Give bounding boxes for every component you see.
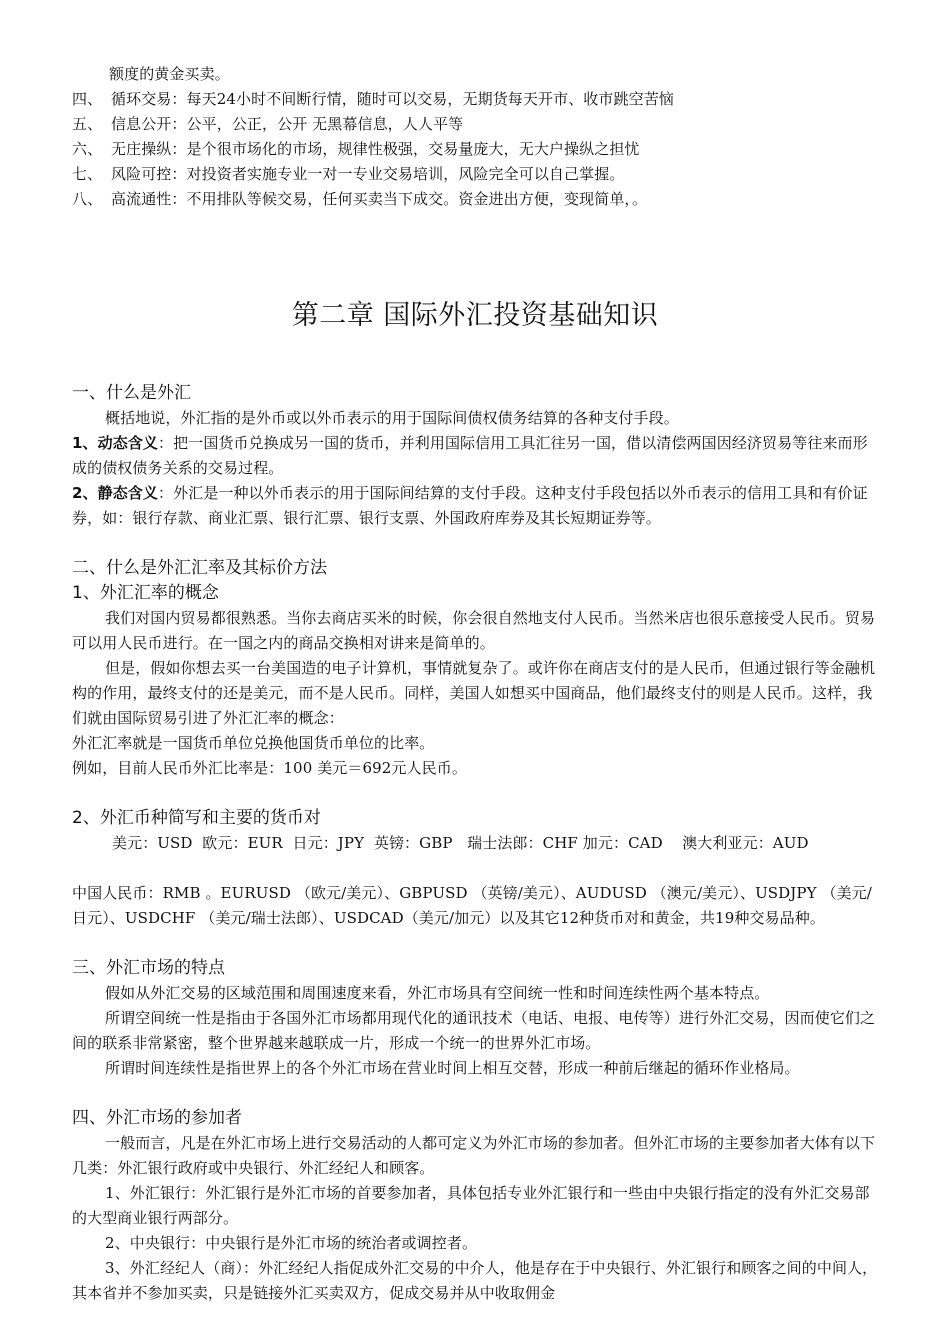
paragraph: 1、外汇银行：外汇银行是外汇市场的首要参加者，具体包括专业外汇银行和一些由中央银行指定的没有外汇交易部的大型商业银行两部分。 <box>72 1184 870 1227</box>
list-item: 八、 高流通性：不用排队等候交易，任何买卖当下成交。资金进出方便，变现简单，。 <box>72 190 648 208</box>
list-item: 五、 信息公开：公平，公正，公开 无黑幕信息，人人平等 <box>72 115 464 133</box>
paragraph: 假如从外汇交易的区域范围和周围速度来看，外汇市场具有空间统一性和时间连续性两个基本特点。 <box>105 984 770 1002</box>
paragraph: 2、中央银行：中央银行是外汇市场的统治者或调控者。 <box>105 1234 478 1252</box>
paragraph: 3、外汇经纪人（商）：外汇经纪人指促成外汇交易的中介人，他是存在于中央银行、外汇银行和顾客之间的中间人，其本省并不参加买卖，只是链接外汇买卖双方，促成交易并从中收取佣金 <box>72 1259 878 1302</box>
subsection-heading: 2、外汇币种简写和主要的货币对 <box>72 808 321 828</box>
section-heading: 二、什么是外汇汇率及其标价方法 <box>72 558 327 578</box>
paragraph: 但是，假如你想去买一台美国造的电子计算机，事情就复杂了。或许你在商店支付的是人民币，但通过银行等金融机构的作用，最终支付的还是美元，而不是人民币。同样，美国人如想买中国商品，他们最终支付的则是人民币。这样，我们就由国际贸易引进了外汇汇率的概念： <box>72 659 876 727</box>
paragraph: 我们对国内贸易都很熟悉。当你去商店买米的时候，你会很自然地支付人民币。当然米店也很乐意接受人民币。贸易可以用人民币进行。在一国之内的商品交换相对讲来是简单的。 <box>72 609 876 652</box>
subsection-heading: 1、外汇汇率的概念 <box>72 583 219 603</box>
feature-list <box>72 87 878 212</box>
paragraph: 概括地说，外汇指的是外币或以外币表示的用于国际间债权债务结算的各种支付手段。 <box>105 409 679 427</box>
paragraph: 外汇汇率就是一国货币单位兑换他国货币单位的比率。 <box>72 734 435 752</box>
list-item: 四、 循环交易：每天24小时不间断行情，随时可以交易，无期货每天开市、收市跳空苦恼 <box>72 90 674 108</box>
paragraph: 所谓时间连续性是指世界上的各个外汇市场在营业时间上相互交替，形成一种前后继起的循环作业格局。 <box>105 1059 800 1077</box>
paragraph: 所谓空间统一性是指由于各国外汇市场都用现代化的通讯技术（电话、电报、电传等）进行外汇交易，因而使它们之间的联系非常紧密，整个世界越来越联成一片，形成一个统一的世界外汇市场。 <box>72 1009 876 1052</box>
document-page <box>72 62 878 1306</box>
section-heading: 一、什么是外汇 <box>72 383 191 403</box>
currency-codes: 美元：USD 欧元：EUR 日元：JPY 英镑：GBP 瑞士法郎：CHF 加元：CAD 澳大利亚元：AUD <box>112 834 809 852</box>
paragraph: 2、静态含义：外汇是一种以外币表示的用于国际间结算的支付手段。这种支付手段包括以外币表示的信用工具和有价证券，如：银行存款、商业汇票、银行汇票、银行支票、外国政府库券及其长短期证券等。 <box>72 484 868 527</box>
list-item: 六、 无庄操纵：是个很市场化的市场，规律性极强，交易量庞大，无大户操纵之担忧 <box>72 140 640 158</box>
paragraph: 一般而言，凡是在外汇市场上进行交易活动的人都可定义为外汇市场的参加者。但外汇市场的主要参加者大体有以下几类：外汇银行政府或中央银行、外汇经纪人和顾客。 <box>72 1134 876 1177</box>
paragraph: 1、动态含义：把一国货币兑换成另一国的货币，并利用国际信用工具汇往另一国，借以清偿两国因经济贸易等往来而形成的债权债务关系的交易过程。 <box>72 434 868 477</box>
continued-text: 额度的黄金买卖。 <box>109 65 230 83</box>
section-heading: 三、外汇市场的特点 <box>72 958 225 978</box>
section-heading: 四、外汇市场的参加者 <box>72 1108 242 1128</box>
paragraph: 例如，目前人民币外汇比率是：100 美元＝692元人民币。 <box>72 759 467 777</box>
list-item: 七、 风险可控：对投资者实施专业一对一专业交易培训，风险完全可以自己掌握。 <box>72 165 625 183</box>
chapter-title: 第二章 国际外汇投资基础知识 <box>291 300 659 331</box>
paragraph: 中国人民币：RMB 。EURUSD （欧元/美元）、GBPUSD （英镑/美元）、AUDUSD （澳元/美元）、USDJPY （美元/日元）、USDCHF （美元/瑞士法郎）、USDCAD（美元/加元）以及其它12种货币对和黄金，共19种交易品种。 <box>72 884 872 927</box>
